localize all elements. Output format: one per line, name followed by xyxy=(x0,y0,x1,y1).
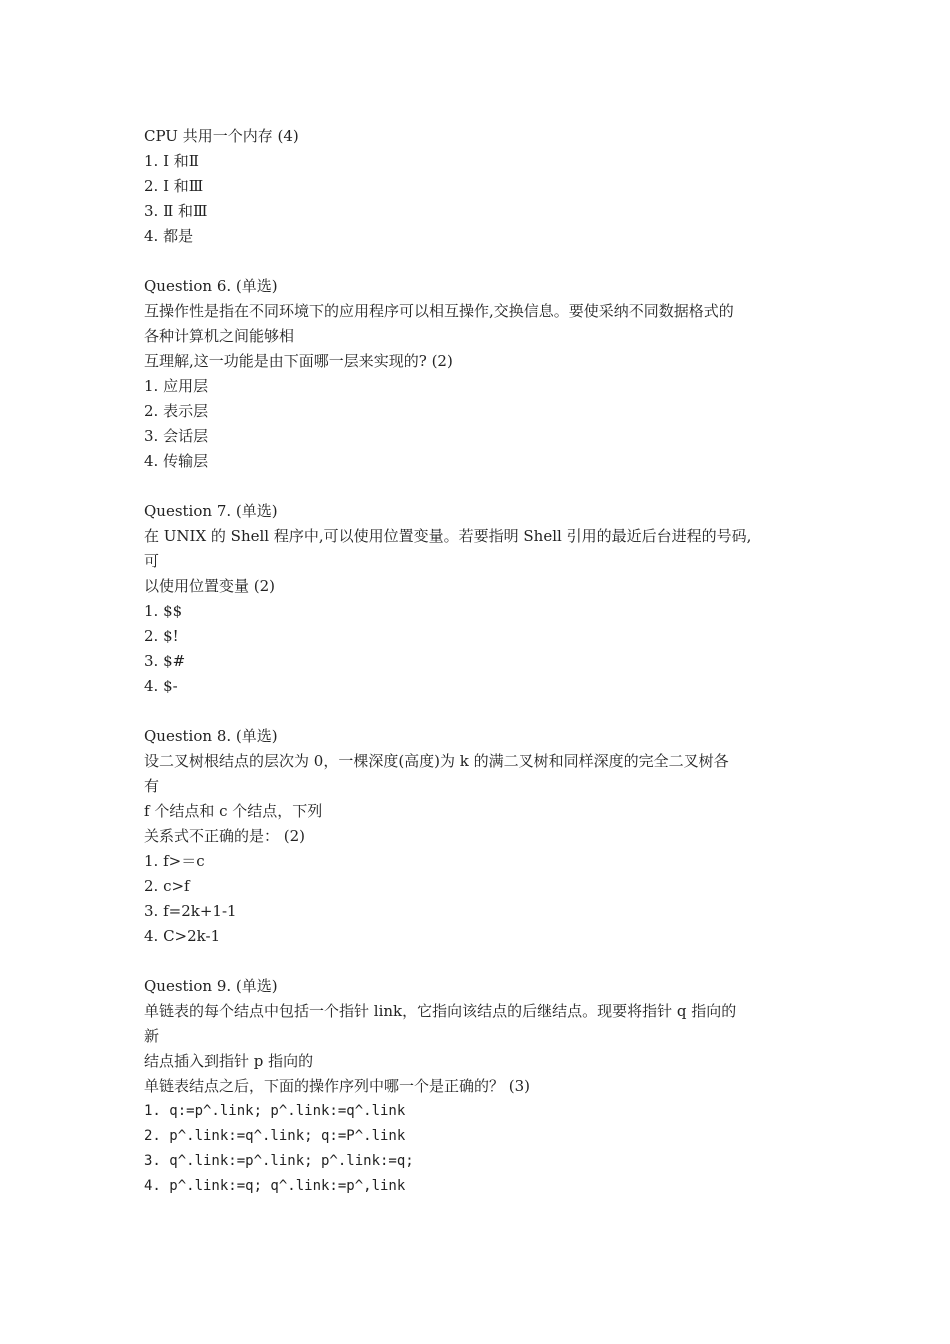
question-9-header: Question 9. (单选) xyxy=(144,977,278,995)
question-8-option-3: 3. f=2k+1-1 xyxy=(144,902,237,920)
question-9-option-1: 1. q:=p^.link; p^.link:=q^.link xyxy=(144,1103,406,1119)
question-8-text-line: f 个结点和 c 个结点，下列 xyxy=(144,802,323,820)
question-6-option-4: 4. 传输层 xyxy=(144,452,209,470)
spacer xyxy=(144,249,814,274)
question-7-option-3: 3. $# xyxy=(144,652,186,670)
question-7-option-4: 4. $- xyxy=(144,677,178,695)
question-8-text-line: 关系式不正确的是： (2) xyxy=(144,827,306,845)
question-6-text-line: 互理解,这一功能是由下面哪一层来实现的? (2) xyxy=(144,352,453,370)
spacer xyxy=(144,949,814,974)
question-5-option-2: 2. Ⅰ 和Ⅲ xyxy=(144,177,204,195)
question-7-option-2: 2. $! xyxy=(144,627,179,645)
question-8-header: Question 8. (单选) xyxy=(144,727,278,745)
question-6-header: Question 6. (单选) xyxy=(144,277,278,295)
question-7-text-line: 可 xyxy=(144,552,160,570)
question-5-option-4: 4. 都是 xyxy=(144,227,194,245)
question-8-option-2: 2. c>f xyxy=(144,877,190,895)
document-page xyxy=(144,124,814,1199)
question-7-text-line: 以使用位置变量 (2) xyxy=(144,577,276,595)
question-6-option-1: 1. 应用层 xyxy=(144,377,209,395)
question-9-option-3: 3. q^.link:=p^.link; p^.link:=q; xyxy=(144,1153,414,1169)
question-5-option-3: 3. Ⅱ 和Ⅲ xyxy=(144,202,208,220)
question-8-option-1: 1. f>＝c xyxy=(144,852,205,870)
spacer xyxy=(144,699,814,724)
question-9-option-2: 2. p^.link:=q^.link; q:=P^.link xyxy=(144,1128,406,1144)
question-8-option-4: 4. C>2k-1 xyxy=(144,927,221,945)
question-9-text-line: 单链表的每个结点中包括一个指针 link，它指向该结点的后继结点。现要将指针 q 指向的 xyxy=(144,1002,737,1020)
question-9-text-line: 结点插入到指针 p 指向的 xyxy=(144,1052,314,1070)
question-6-option-3: 3. 会话层 xyxy=(144,427,209,445)
question-7-option-1: 1. $$ xyxy=(144,602,183,620)
question-9-text-line: 单链表结点之后，下面的操作序列中哪一个是正确的？ (3) xyxy=(144,1077,531,1095)
question-8-text-line: 设二叉树根结点的层次为 0，一棵深度(高度)为 k 的满二叉树和同样深度的完全二叉树各 xyxy=(144,752,729,770)
question-6-text-line: 互操作性是指在不同环境下的应用程序可以相互操作,交换信息。要使采纳不同数据格式的 xyxy=(144,302,734,320)
question-7-text-line: 在 UNIX 的 Shell 程序中,可以使用位置变量。若要指明 Shell 引用的最近后台进程的号码, xyxy=(144,527,752,545)
question-7-header: Question 7. (单选) xyxy=(144,502,278,520)
question-6-text-line: 各种计算机之间能够相 xyxy=(144,327,295,345)
question-6-option-2: 2. 表示层 xyxy=(144,402,209,420)
question-9-text-line: 新 xyxy=(144,1027,160,1045)
question-5-text: CPU 共用一个内存 (4) xyxy=(144,127,299,145)
question-8-text-line: 有 xyxy=(144,777,160,795)
question-5-option-1: 1. Ⅰ 和Ⅱ xyxy=(144,152,199,170)
question-9-option-4: 4. p^.link:=q; q^.link:=p^,link xyxy=(144,1178,406,1194)
spacer xyxy=(144,474,814,499)
